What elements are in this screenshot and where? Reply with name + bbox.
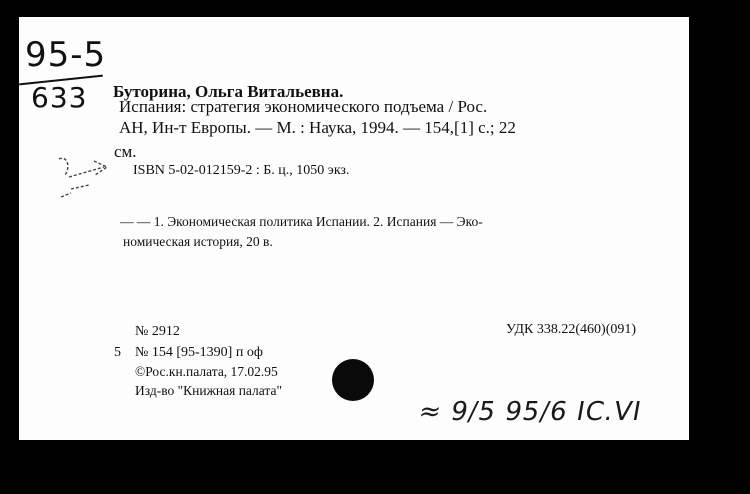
title-line-3: см. (114, 142, 137, 161)
udk-classification: УДК 338.22(460)(091) (506, 322, 637, 337)
card-number: № 2912 (135, 324, 180, 339)
handwritten-code-bottom: 633 (31, 81, 88, 114)
title-line-1: Испания: стратегия экономического подъема / Рос. (119, 97, 488, 116)
catalog-card (19, 17, 689, 440)
isbn-line: ISBN 5-02-012159-2 : Б. ц., 1050 экз. (133, 163, 350, 178)
publisher-line: Изд-во "Книжная палата" (135, 383, 282, 398)
ink-blot (332, 359, 374, 401)
copyright-line: ©Рос.кн.палата, 17.02.95 (135, 364, 278, 379)
copy-count: 5 (114, 345, 121, 360)
registration-number: № 154 [95-1390] п оф (135, 345, 263, 360)
subjects-line-2: номическая история, 20 в. (123, 234, 273, 249)
handwritten-code-top: 95-5 (25, 35, 107, 75)
author-heading: Буторина, Ольга Витальевна. (113, 82, 344, 101)
title-line-2: АН, Ин-т Европы. — М. : Наука, 1994. — 154,[1] с.; 22 (119, 118, 516, 137)
handwritten-bottom-note: ≈ 9/5 95/6 IC.VI (416, 397, 645, 427)
subjects-line-1: — — 1. Экономическая политика Испании. 2. Испания — Эко- (120, 214, 483, 229)
handwritten-scribble (49, 137, 119, 207)
